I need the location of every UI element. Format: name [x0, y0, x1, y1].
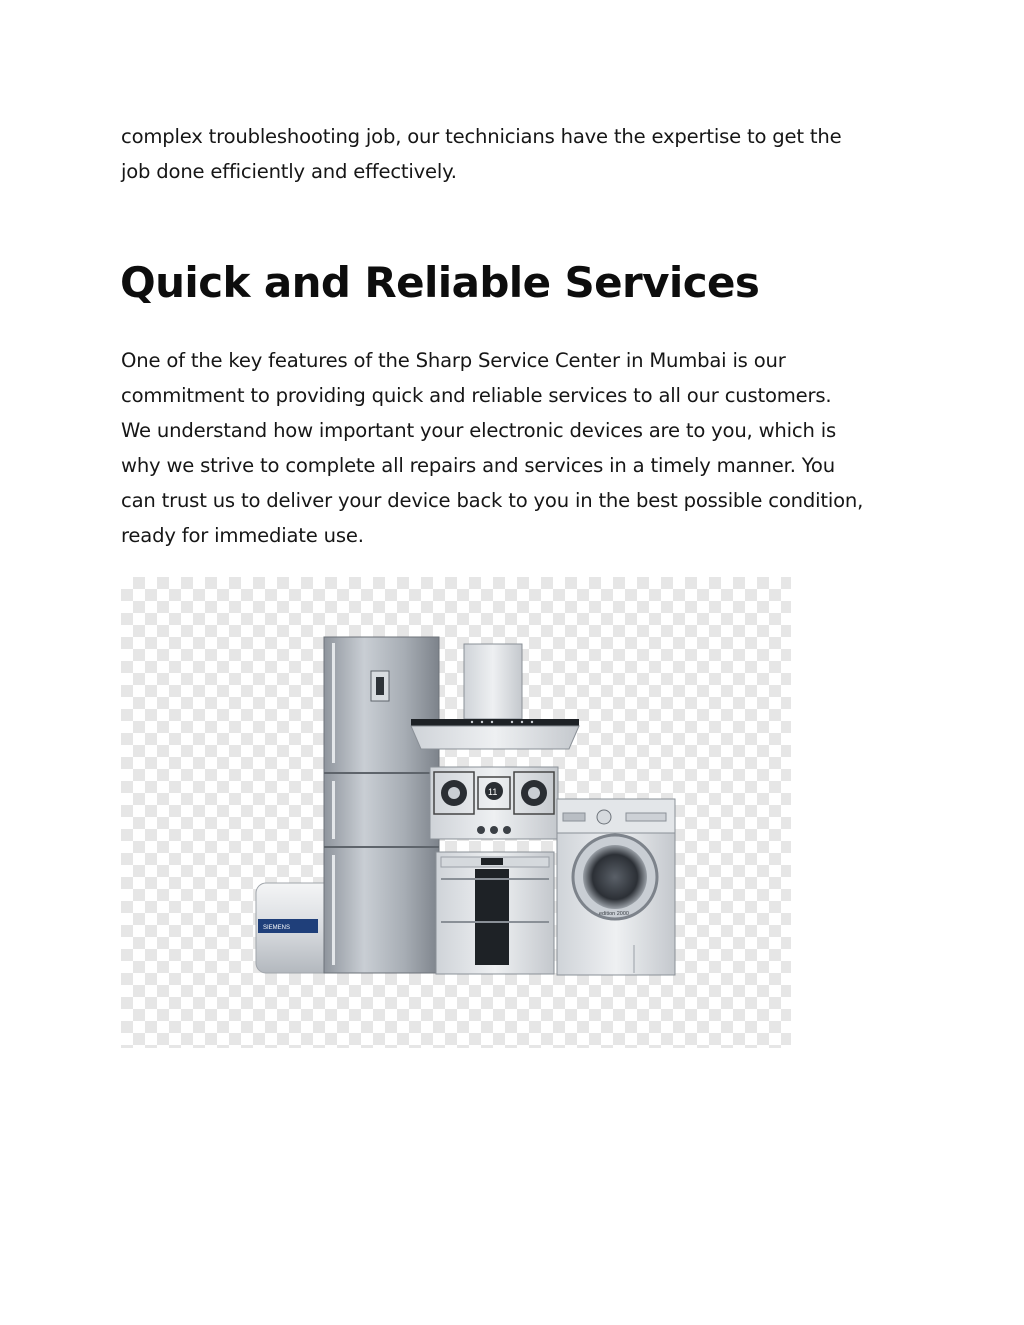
heater-brand-label: SIEMENS [263, 925, 291, 931]
paragraph-line: can trust us to deliver your device back to you in the best possible condition, [121, 489, 864, 512]
paragraph-line: One of the key features of the Sharp Service Center in Mumbai is our [121, 349, 786, 372]
hob-badge: 11 [488, 787, 498, 797]
section-paragraph [121, 343, 911, 553]
paragraph-line: complex troubleshooting job, our technicians have the expertise to get the [121, 125, 842, 148]
section-heading: Quick and Reliable Services [120, 258, 760, 307]
gas-hob [430, 767, 558, 839]
washing-machine [557, 799, 675, 975]
refrigerator [324, 637, 439, 973]
built-in-oven [436, 852, 554, 974]
appliances-illustration [121, 577, 791, 1048]
washer-badge: edition 2000 [599, 911, 629, 917]
paragraph-line: ready for immediate use. [121, 524, 364, 547]
intro-paragraph [121, 119, 911, 189]
paragraph-line: why we strive to complete all repairs and services in a timely manner. You [121, 454, 835, 477]
paragraph-line: job done efficiently and effectively. [121, 160, 457, 183]
appliances-image [121, 577, 791, 1048]
paragraph-line: We understand how important your electronic devices are to you, which is [121, 419, 836, 442]
paragraph-line: commitment to providing quick and reliable services to all our customers. [121, 384, 832, 407]
